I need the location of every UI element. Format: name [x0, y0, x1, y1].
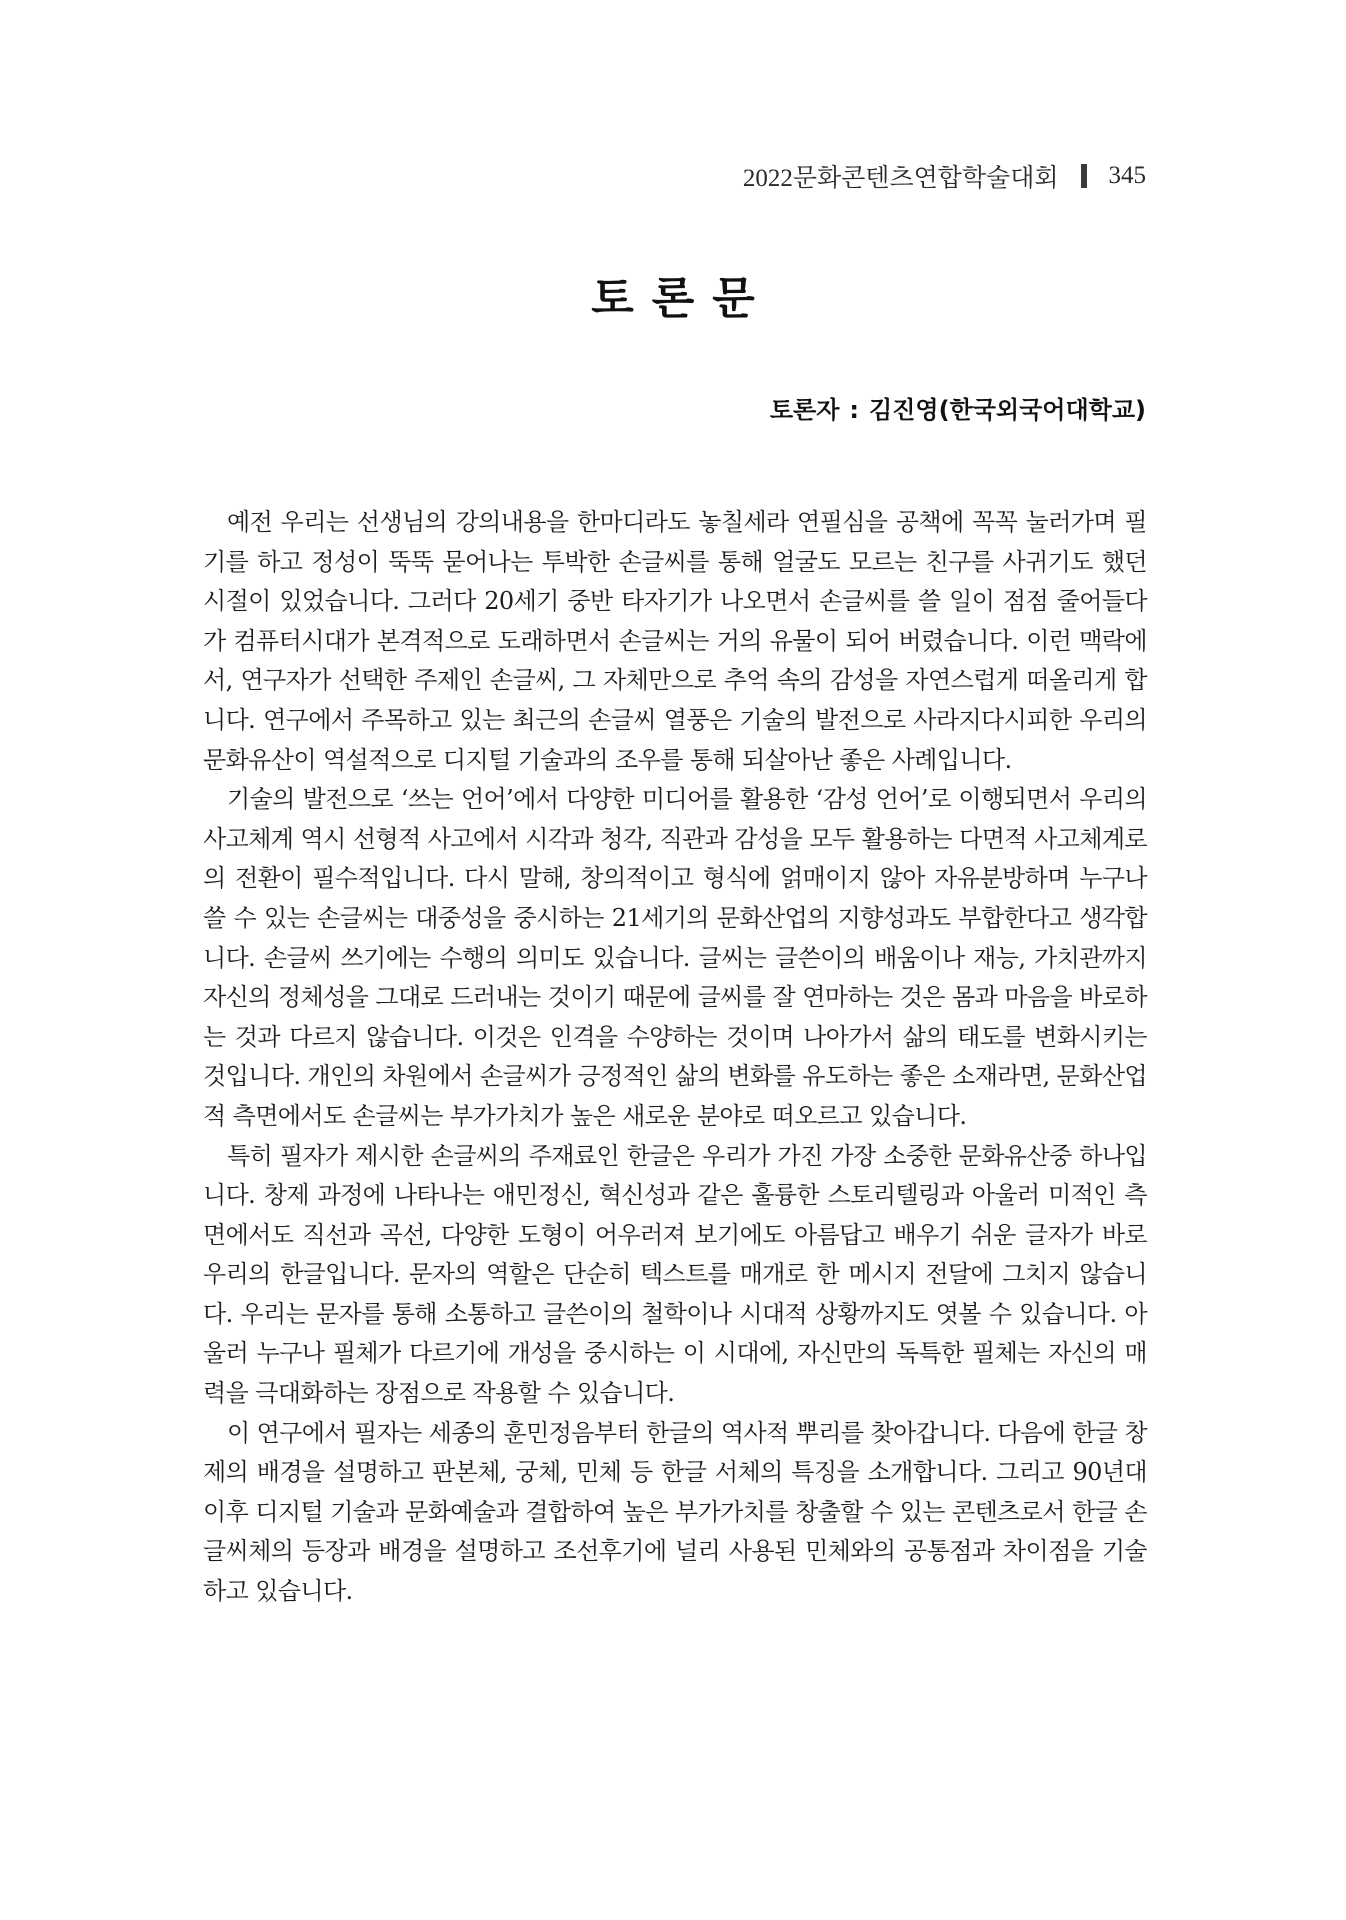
paragraph: 특히 필자가 제시한 손글씨의 주재료인 한글은 우리가 가진 가장 소중한 문화유산중 하나입니다. 창제 과정에 나타나는 애민정신, 혁신성과 같은 훌륭한 스토리텔링과 아울러 미적인 측면에서도 직선과 곡선, 다양한 도형이 어우러져 보기에도 아름답고 배우기 쉬운 글자가 바로 우리의 한글입니다. 문자의 역할은 단순히 텍스트를 매개로 한 메시지 전달에 그치지 않습니다. 우리는 문자를 통해 소통하고 글쓴이의 철학이나 시대적 상황까지도 엿볼 수 있습니다. 아울러 누구나 필체가 다르기에 개성을 중시하는 이 시대에, 자신만의 독특한 필체는 자신의 매력을 극대화하는 장점으로 작용할 수 있습니다. [203, 1141, 1147, 1408]
body-text [203, 503, 1147, 1612]
page-number: 345 [1108, 162, 1146, 189]
discussant-label: 토론자 [769, 396, 840, 424]
paragraph: 기술의 발전으로 ‘쓰는 언어’에서 다양한 미디어를 활용한 ‘감성 언어’로 이행되면서 우리의 사고체계 역시 선형적 사고에서 시각과 청각, 직관과 감성을 모두 활용하는 다면적 사고체계로의 전환이 필수적입니다. 다시 말해, 창의적이고 형식에 얽매이지 않아 자유분방하며 누구나 쓸 수 있는 손글씨는 대중성을 중시하는 21세기의 문화산업의 지향성과도 부합한다고 생각합니다. 손글씨 쓰기에는 수행의 의미도 있습니다. 글씨는 글쓴이의 배움이나 재능, 가치관까지 자신의 정체성을 그대로 드러내는 것이기 때문에 글씨를 잘 연마하는 것은 몸과 마음을 바로하는 것과 다르지 않습니다. 이것은 인격을 수양하는 것이며 나아가서 삶의 태도를 변화시키는 것입니다. 개인의 차원에서 손글씨가 긍정적인 삶의 변화를 유도하는 좋은 소재라면, 문화산업적 측면에서도 손글씨는 부가가치가 높은 새로운 분야로 떠오르고 있습니다. [203, 785, 1147, 1130]
running-header [743, 158, 1146, 194]
document-title: 토론문 [591, 273, 773, 324]
discussant-line [770, 390, 1146, 425]
discussant-colon: : [849, 396, 860, 424]
paragraph: 이 연구에서 필자는 세종의 훈민정음부터 한글의 역사적 뿌리를 찾아갑니다. 다음에 한글 창제의 배경을 설명하고 판본체, 궁체, 민체 등 한글 서체의 특징을 소개합니다. 그리고 90년대 이후 디지털 기술과 문화예술과 결합하여 높은 부가가치를 창출할 수 있는 콘텐츠로서 한글 손글씨체의 등장과 배경을 설명하고 조선후기에 널리 사용된 민체와의 공통점과 차이점을 기술하고 있습니다. [203, 1418, 1147, 1606]
paragraph: 예전 우리는 선생님의 강의내용을 한마디라도 놓칠세라 연필심을 공책에 꼭꼭 눌러가며 필기를 하고 정성이 뚝뚝 묻어나는 투박한 손글씨를 통해 얼굴도 모르는 친구를 사귀기도 했던 시절이 있었습니다. 그러다 20세기 중반 타자기가 나오면서 손글씨를 쓸 일이 점점 줄어들다가 컴퓨터시대가 본격적으로 도래하면서 손글씨는 거의 유물이 되어 버렸습니다. 이런 맥락에서, 연구자가 선택한 주제인 손글씨, 그 자체만으로 추억 속의 감성을 자연스럽게 떠올리게 합니다. 연구에서 주목하고 있는 최근의 손글씨 열풍은 기술의 발전으로 사라지다시피한 우리의 문화유산이 역설적으로 디지털 기술과의 조우를 통해 되살아난 좋은 사례입니다. [203, 508, 1147, 774]
conference-title: 2022문화콘텐츠연합학술대회 [742, 165, 1059, 192]
discussant-name: 김진영(한국외국어대학교) [869, 396, 1146, 424]
header-separator [1081, 164, 1087, 188]
